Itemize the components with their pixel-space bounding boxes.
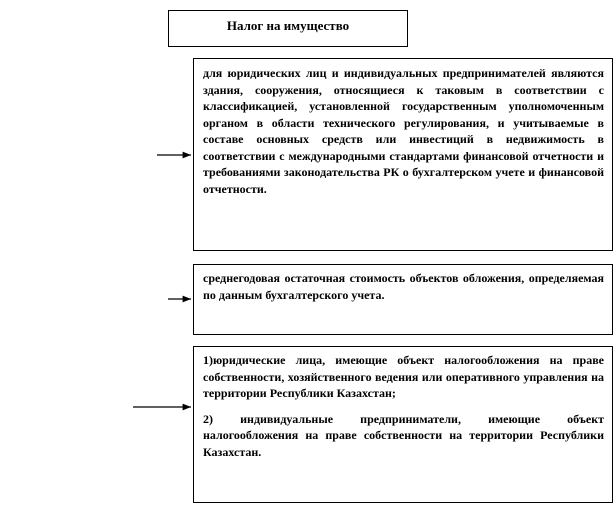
taxpayers-item-2: 2) индивидуальные предприниматели, имеющие объект налогообложения на праве собственности на территории Республики Казахстан. xyxy=(203,411,604,459)
diagram-title: Налог на имущество xyxy=(226,18,350,33)
tax-base-text: среднегодовая остаточная стоимость объектов обложения, определяемая по данным бухгалтерского учета. xyxy=(203,271,604,302)
taxpayers-item-1: 1)юридические лица, имеющие объект налогообложения на праве собственности, хозяйственного ведения или оперативного управления на территории Республики Казахстан; xyxy=(203,353,604,400)
object-of-taxation-box xyxy=(193,58,613,251)
object-of-taxation-text: для юридических лиц и индивидуальных предпринимателей являются здания, сооружения, относящиеся к таковым в соответствии с классификацией, установленной государственным уполномоченным органом в области технического регулирования, и учитываемые в составе основных средств или инвестиций в недвижимость в соответствии с международными стандартами финансовой отчетности и требованиями законодательства РК о бухгалтерском учете и финансовой отчетности. xyxy=(203,66,604,196)
title-box xyxy=(168,10,408,47)
tax-base-box xyxy=(193,264,613,335)
taxpayers-box xyxy=(193,346,613,503)
